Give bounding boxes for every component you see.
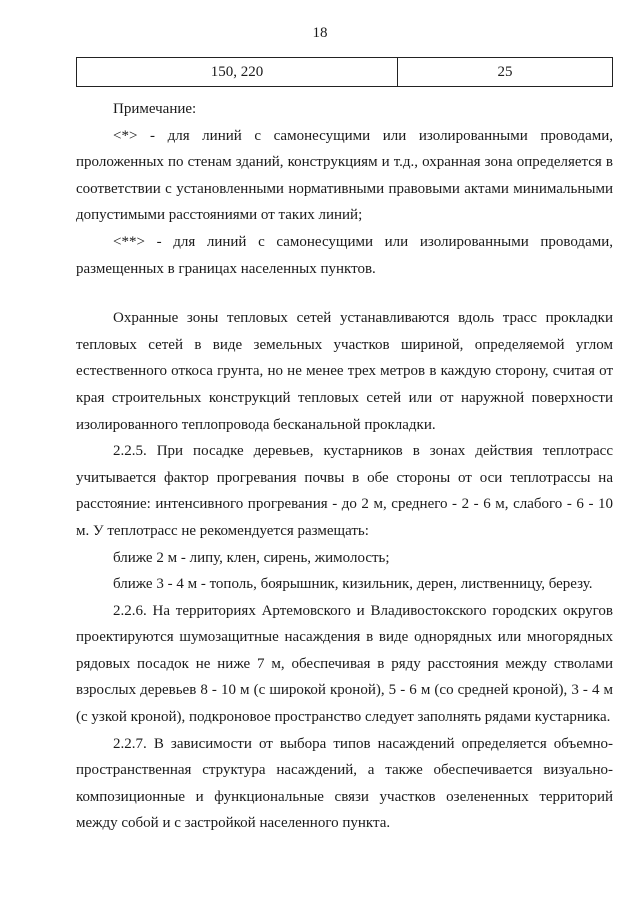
page-number: 18 [312,25,328,41]
table-cell-distance: 25 [497,63,513,80]
paragraph-2-2-5: 2.2.5. При посадке деревьев, кустарников в зонах действия теплотрасс учитывается фактор прогревания почвы в обе стороны от оси теплотрассы на расстояние: интенсивного прогревания - до 2 м, среднего - 2 - 6 м, слабого - 6 - 10 м. У теплотрасс не рекомендуется размещать: [76,443,613,539]
note-single-asterisk: <*> - для линий с самонесущими или изолированными проводами, проложенных по стенам зданий, конструкциям и т.д., охранная зона определяется в соответствии с установленными нормативными правовыми актами минимальными допустимыми расстояниями от таких линий; [76,127,613,224]
document-body [76,96,613,837]
paragraph-closer-2m: ближе 2 м - липу, клен, сирень, жимолость; [113,549,390,566]
table-cell-voltage: 150, 220 [77,58,398,86]
paragraph-2-2-6: 2.2.6. На территориях Артемовского и Владивостокского городских округов проектируются шумозащитные насаждения в виде однорядных или многорядных рядовых посадок не ниже 7 м, обеспечивая в ряду расстояния между стволами взрослых деревьев 8 - 10 м (с широкой кроной), 5 - 6 м (со средней кроной), 3 - 4 м (с узкой кроной), подкроновое пространство следует заполнять рядами кустарника. [76,602,613,726]
paragraph-closer-3-4m: ближе 3 - 4 м - тополь, боярышник, кизильник, дерен, лиственницу, березу. [113,576,593,593]
note-heading: Примечание: [113,101,197,117]
distance-table [76,57,613,87]
note-double-asterisk: <**> - для линий с самонесущими или изолированными проводами, размещенных в границах населенных пунктов. [76,233,613,277]
paragraph-2-2-7: 2.2.7. В зависимости от выбора типов насаждений определяется объемно-пространственная структура насаждений, а также обеспечивается визуально-композиционные и функциональные связи участков озелененных территорий между собой и с застройкой населенного пункта. [76,735,613,832]
paragraph-heat-network-zones: Охранные зоны тепловых сетей устанавливаются вдоль трасс прокладки тепловых сетей в виде земельных участков шириной, определяемой углом естественного откоса грунта, но не менее трех метров в каждую сторону, считая от края строительных конструкций тепловых сетей или от наружной поверхности изолированного теплопровода бесканальной прокладки. [76,310,613,433]
